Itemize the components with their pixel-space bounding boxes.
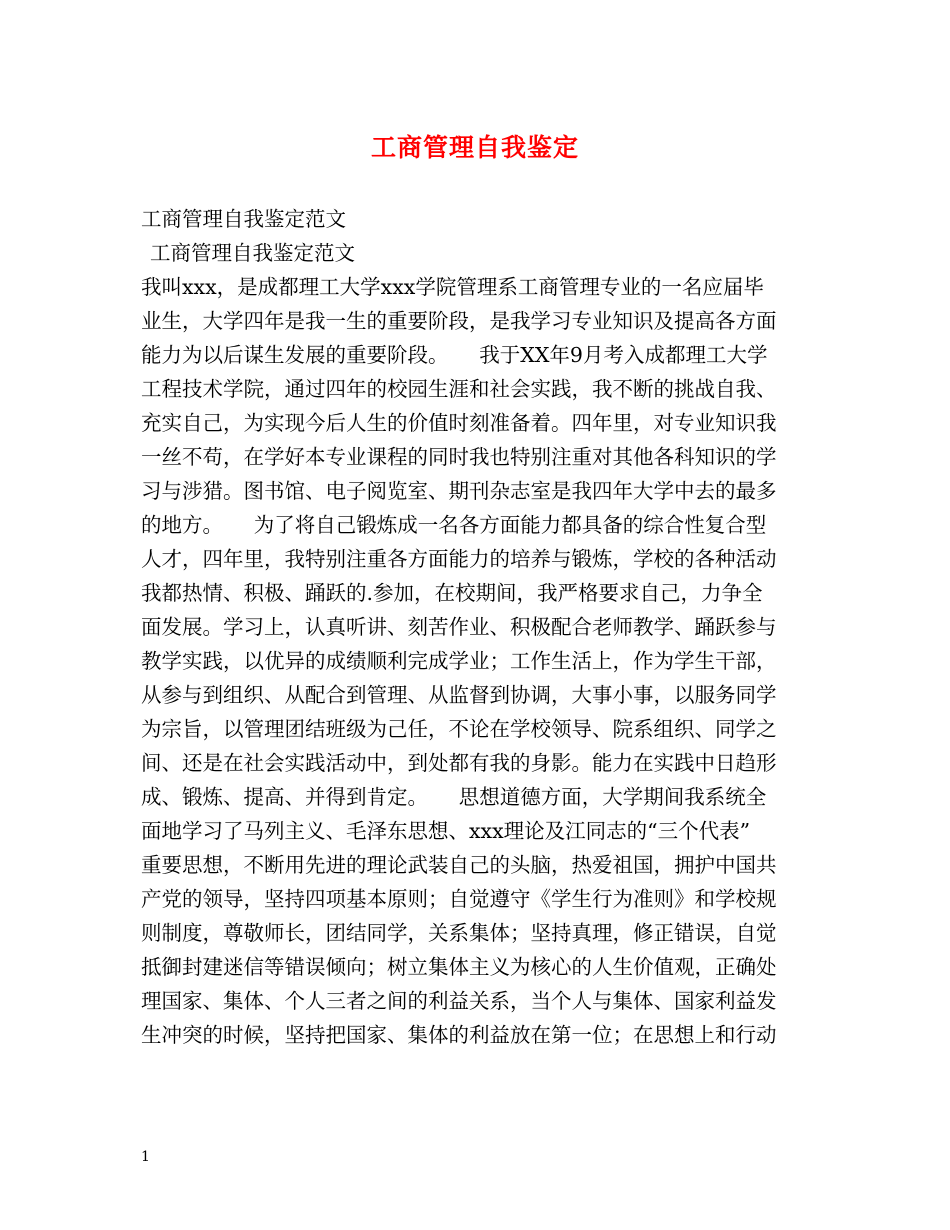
- document-title: 工商管理自我鉴定: [370, 133, 579, 162]
- subtitle-line-repeat: 工商管理自我鉴定范文: [150, 241, 355, 265]
- body-line: 产党的领导，坚持四项基本原则；自觉遵守《学生行为准则》和学校规: [141, 887, 777, 911]
- body-line: 充实自己，为实现今后人生的价值时刻准备着。四年里，对专业知识我: [141, 411, 777, 435]
- body-line: 成、锻炼、提高、并得到肯定。 思想道德方面，大学期间我系统全: [141, 785, 767, 809]
- body-line: 我都热情、积极、踊跃的.参加，在校期间，我严格要求自己，力争全: [141, 581, 763, 605]
- body-line: 面地学习了马列主义、毛泽东思想、xxx理论及江同志的“三个代表”: [141, 819, 751, 843]
- body-line: 的地方。 为了将自己锻炼成一名各方面能力都具备的综合性复合型: [141, 513, 767, 537]
- subtitle-line: 工商管理自我鉴定范文: [141, 207, 346, 231]
- body-line: 重要思想，不断用先进的理论武装自己的头脑，热爱祖国，拥护中国共: [141, 853, 777, 877]
- body-line: 一丝不苟，在学好本专业课程的同时我也特别注重对其他各科知识的学: [141, 445, 777, 469]
- body-line: 习与涉猎。图书馆、电子阅览室、期刊杂志室是我四年大学中去的最多: [141, 479, 777, 503]
- body-line: 抵御封建迷信等错误倾向；树立集体主义为核心的人生价值观，正确处: [141, 955, 777, 979]
- body-line: 生冲突的时候，坚持把国家、集体的利益放在第一位；在思想上和行动: [141, 1023, 777, 1047]
- body-line: 则制度，尊敬师长，团结同学，关系集体；坚持真理，修正错误，自觉: [141, 921, 777, 945]
- body-line: 业生，大学四年是我一生的重要阶段，是我学习专业知识及提高各方面: [141, 309, 777, 333]
- body-line: 面发展。学习上，认真听讲、刻苦作业、积极配合老师教学、踊跃参与: [141, 615, 777, 639]
- page-number: 1: [141, 1149, 150, 1165]
- body-line: 工程技术学院，通过四年的校园生涯和社会实践，我不断的挑战自我、: [141, 377, 777, 401]
- body-line: 从参与到组织、从配合到管理、从监督到协调，大事小事，以服务同学: [141, 683, 777, 707]
- body-line: 间、还是在社会实践活动中，到处都有我的身影。能力在实践中日趋形: [141, 751, 777, 775]
- body-line: 人才，四年里，我特别注重各方面能力的培养与锻炼，学校的各种活动: [141, 547, 777, 571]
- body-line: 能力为以后谋生发展的重要阶段。 我于XX年9月考入成都理工大学: [141, 343, 768, 367]
- body-line: 理国家、集体、个人三者之间的利益关系，当个人与集体、国家利益发: [141, 989, 777, 1013]
- body-line: 我叫xxx，是成都理工大学xxx学院管理系工商管理专业的一名应届毕: [141, 275, 764, 299]
- body-line: 教学实践，以优异的成绩顺利完成学业；工作生活上，作为学生干部，: [141, 649, 777, 673]
- body-line: 为宗旨，以管理团结班级为己任，不论在学校领导、院系组织、同学之: [141, 717, 777, 741]
